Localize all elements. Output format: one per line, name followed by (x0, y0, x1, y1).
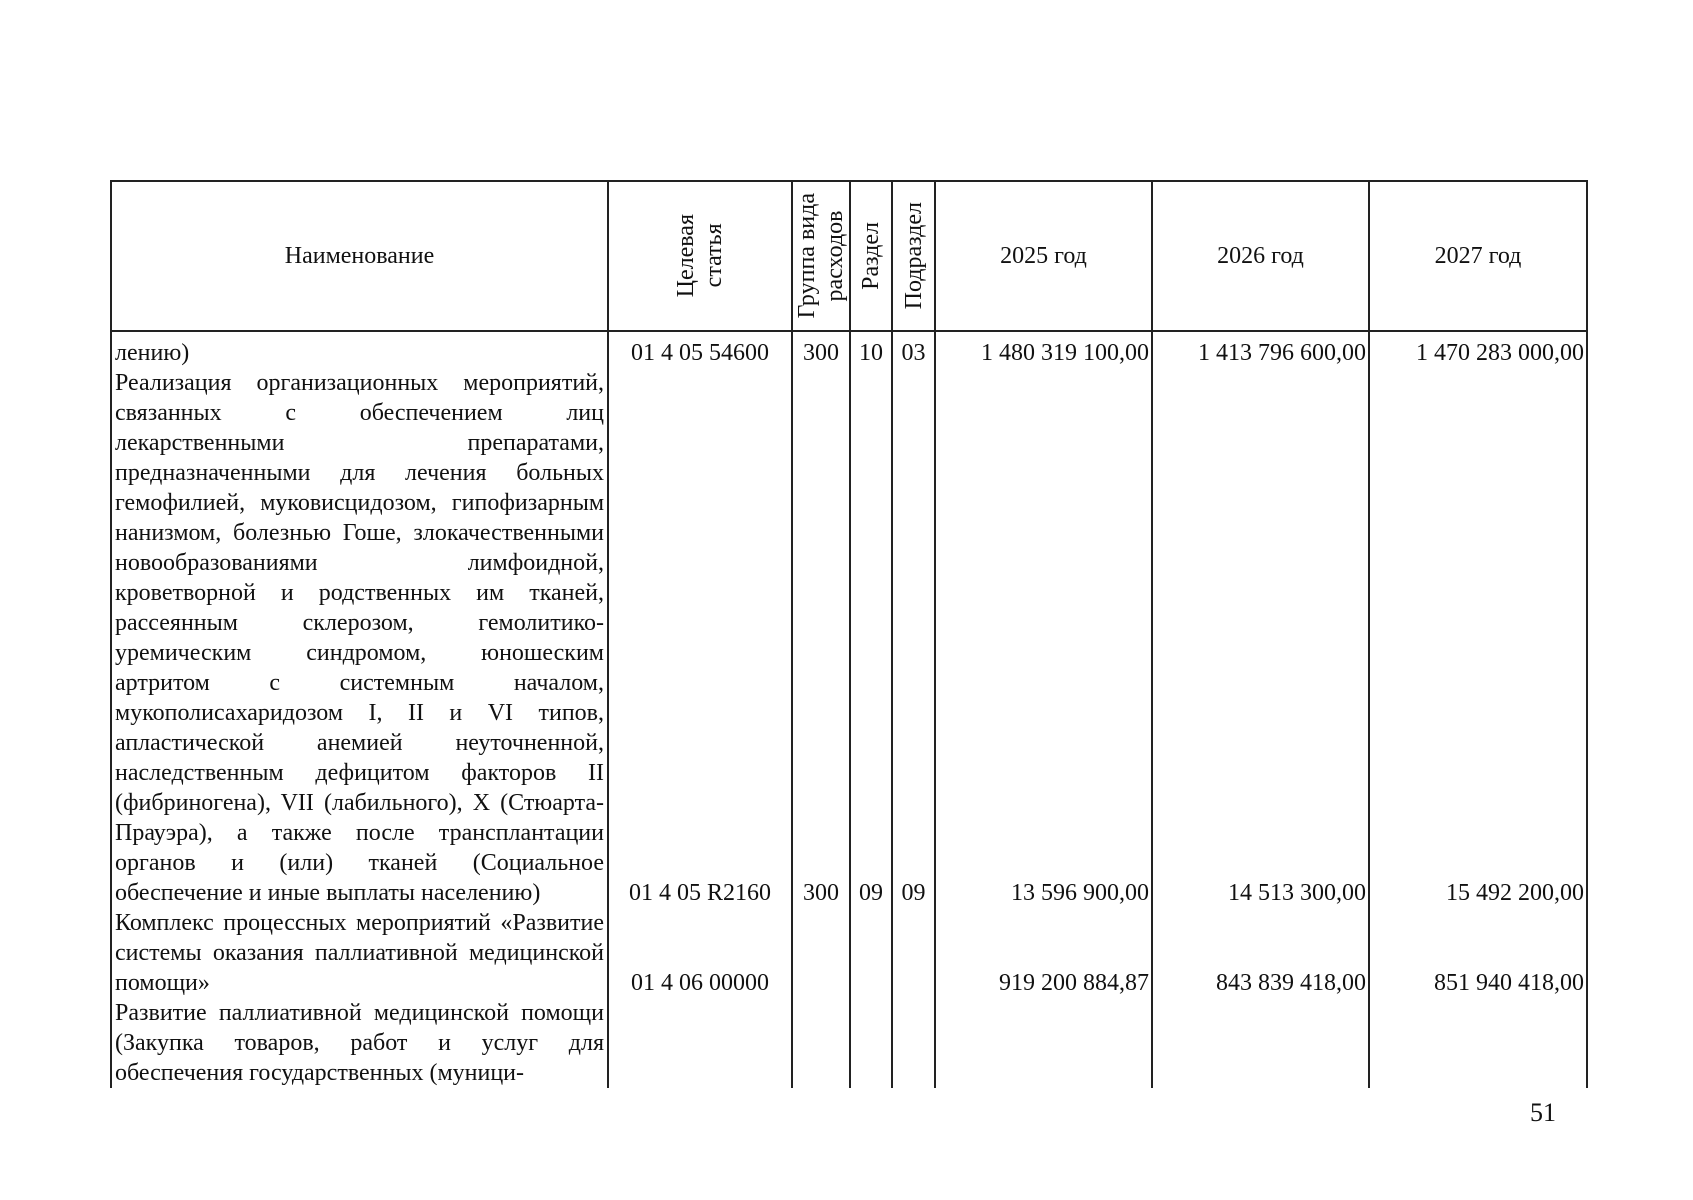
header-year-2026: 2026 год (1152, 181, 1369, 331)
row-name: Реализация организационных мероприятий, связанных с обеспечением лиц лекарственными препаратами, предназначенными для лечения больных гемофилией, муковисцидозом, гипофизарным нанизмом, болезнью Гоше, злокачественными новообразованиями лимфоидной, кроветворной и родственных им тканей, рассеянным склерозом, гемолитико-уремическим синдромом, юношеским артритом с системным началом, мукополисахаридозом I, II и VI типов, апластической анемией неуточненной, наследственным дефицитом факторов II (фибриногена), VII (лабильного), X (Стюарта-Прауэра), а также после трансплантации органов и (или) тканей (Социальное обеспечение и иные выплаты населению) (111, 368, 608, 908)
row-section: 09 (850, 368, 892, 908)
header-target-line1: Целевая (673, 214, 699, 298)
row-name: Развитие паллиативной медицинской помощи (Закупка товаров, работ и услуг для обеспечения государственных (муници- (111, 998, 608, 1088)
header-group-line1: Группа вида (794, 193, 820, 319)
table-row (111, 908, 1587, 998)
row-amount-2027: 851 940 418,00 (1369, 908, 1587, 998)
header-name: Наименование (111, 181, 608, 331)
header-subsection-text: Подраздел (900, 202, 927, 310)
row-name: лению) (111, 331, 608, 368)
row-amount-2025: 13 596 900,00 (935, 368, 1152, 908)
row-subsection (892, 998, 935, 1088)
header-target-article (608, 181, 792, 331)
header-year-2027: 2027 год (1369, 181, 1587, 331)
row-expense-group: 300 (792, 331, 850, 368)
header-year-2025: 2025 год (935, 181, 1152, 331)
row-amount-2027 (1369, 998, 1587, 1088)
row-amount-2025: 919 200 884,87 (935, 908, 1152, 998)
row-amount-2026 (1152, 998, 1369, 1088)
header-group-line2: расходов (822, 210, 848, 302)
row-amount-2026: 843 839 418,00 (1152, 908, 1369, 998)
header-row (111, 181, 1587, 331)
row-amount-2026: 14 513 300,00 (1152, 368, 1369, 908)
table-row (111, 998, 1587, 1088)
row-amount-2027: 1 470 283 000,00 (1369, 331, 1587, 368)
row-amount-2027: 15 492 200,00 (1369, 368, 1587, 908)
row-subsection: 03 (892, 331, 935, 368)
row-expense-group: 300 (792, 368, 850, 908)
header-section (850, 181, 892, 331)
table-row (111, 331, 1587, 368)
page-number: 51 (1530, 1098, 1556, 1127)
row-section: 10 (850, 331, 892, 368)
row-subsection (892, 908, 935, 998)
row-amount-2026: 1 413 796 600,00 (1152, 331, 1369, 368)
row-expense-group (792, 998, 850, 1088)
row-target-code: 01 4 06 00000 (608, 908, 792, 998)
header-expense-group (792, 181, 850, 331)
row-target-code: 01 4 05 54600 (608, 331, 792, 368)
row-amount-2025: 1 480 319 100,00 (935, 331, 1152, 368)
table-row (111, 368, 1587, 908)
header-section-text: Раздел (858, 222, 884, 290)
row-subsection: 09 (892, 368, 935, 908)
header-target-line2: статья (701, 224, 727, 288)
budget-table (110, 180, 1588, 1088)
row-amount-2025 (935, 998, 1152, 1088)
row-name: Комплекс процессных мероприятий «Развитие системы оказания паллиативной медицинской помощи» (111, 908, 608, 998)
row-target-code: 01 4 05 R2160 (608, 368, 792, 908)
row-target-code (608, 998, 792, 1088)
row-expense-group (792, 908, 850, 998)
header-subsection (892, 181, 935, 331)
row-section (850, 908, 892, 998)
row-section (850, 998, 892, 1088)
